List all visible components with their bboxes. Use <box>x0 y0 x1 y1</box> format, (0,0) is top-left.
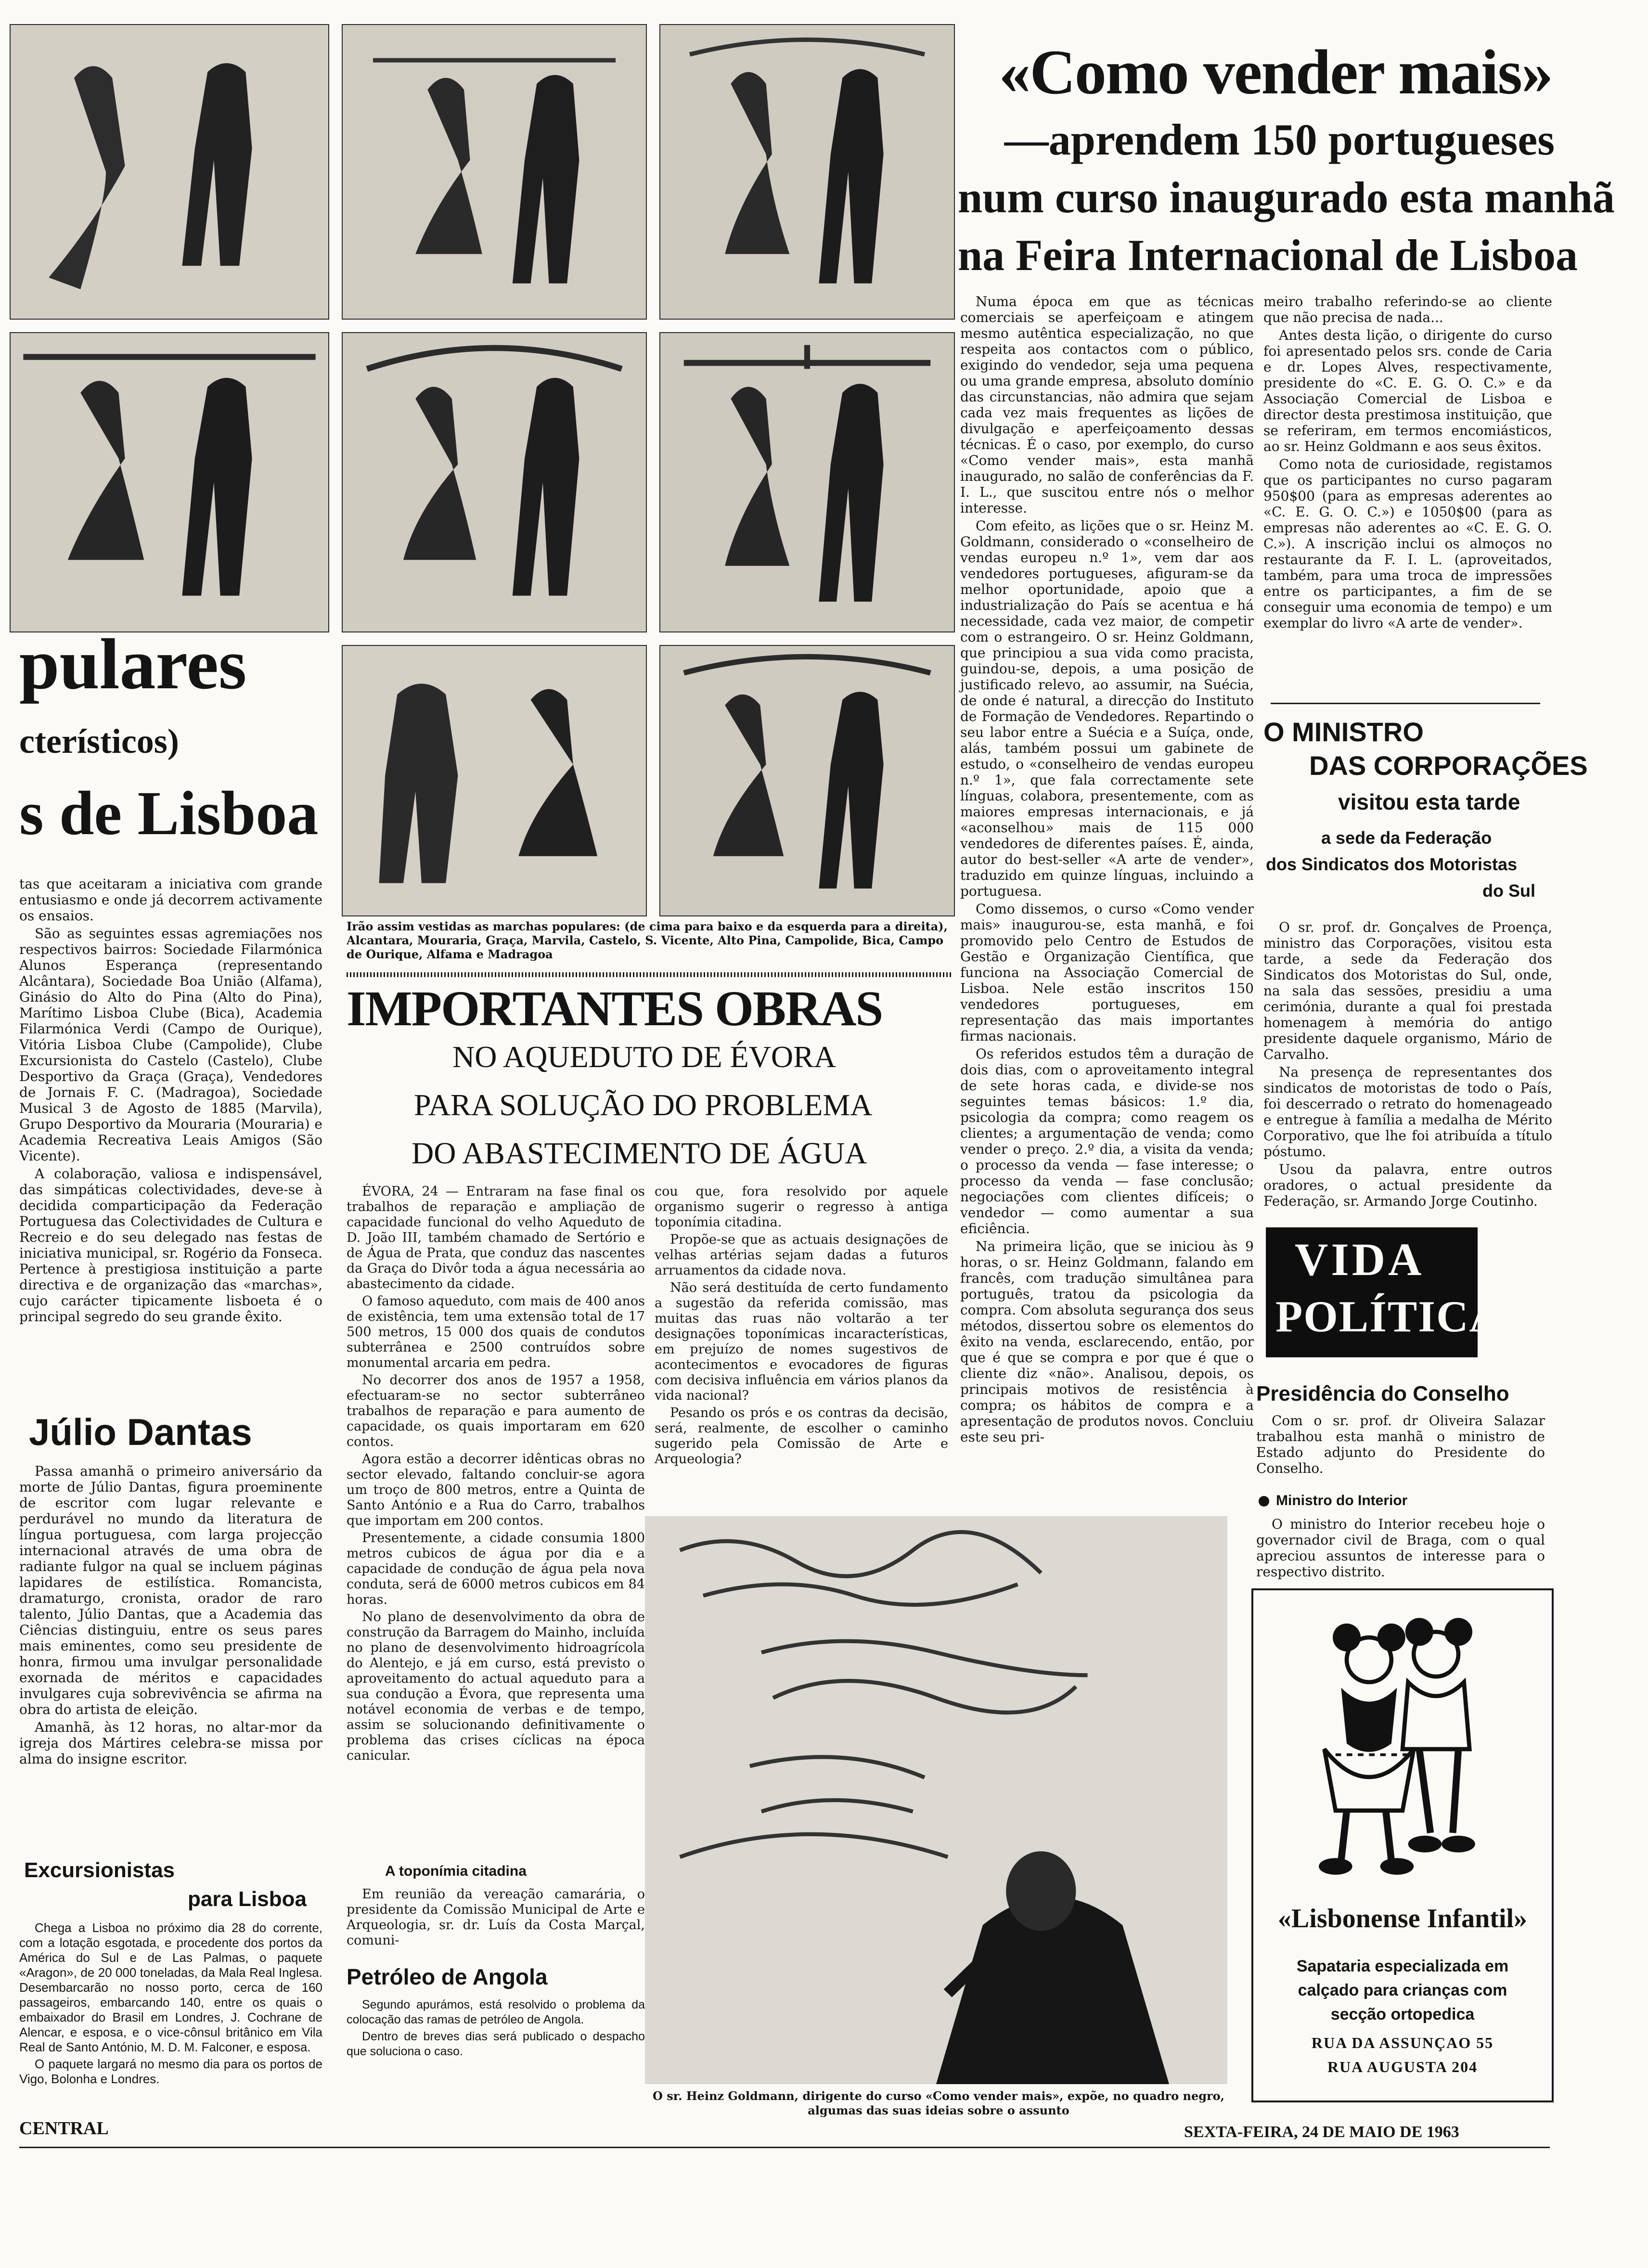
paragraph: Numa época em que as técnicas comerciais se aperfeiçoam e atingem mesmo autêntica especialização, no que respeita aos contactos com o público, exigindo do vendedor, seja uma pequena ou uma grande empresa, absoluto domínio das circunstancias, não admira que sejam cada vez mais frequentes as lições de divulgação e aperfeiçoamento dessas técnicas. É o caso, por exemplo, do curso «Como vender mais», esta manhã inaugurado, no salão de conferências da F. I. L., que suscitou entre nós o melhor interesse. <box>960 294 1254 516</box>
vender-article-col1 <box>960 294 1254 1447</box>
ad-line-5: RUA AUGUSTA 204 <box>1327 2058 1478 2075</box>
costume-plate-drawing <box>343 646 646 915</box>
vender-article-col2 <box>1263 294 1552 633</box>
ministro-head-1: O MINISTRO <box>1263 717 1424 747</box>
paragraph: São as seguintes essas agremiações nos respectivos bairros: Sociedade Filarmónica Alunos Esperança (representando Alcântara), Sociedade Boa União (Alfama), Ginásio do Alto do Pina (Alto do Pina), Marítimo Lisboa Clube (Bica), Academia Filarmónica Verdi (Campo de Ourique), Vitória Lisboa Clube (Campolide), Clube Excursionista do Castelo (Castelo), Clube Desportivo da Graça (Graça), Vendedores de Jornais F. C. (Madragoa), Sociedade Musical 3 de Agosto de 1885 (Marvila), Grupo Desportivo da Mouraria (Mouraria) e Academia Recreativa Leais Amigos (São Vicente). <box>19 926 322 1164</box>
excursion-head-1: Excursionistas <box>24 1858 175 1882</box>
paragraph: Usou da palavra, entre outros oradores, o actual presidente da Federação, sr. Armando Jorge Coutinho. <box>1263 1161 1552 1209</box>
excursion-article <box>19 1920 322 2088</box>
costume-plate <box>659 332 955 632</box>
marchas-article <box>19 876 322 1327</box>
marchas-head-2: cterísticos) <box>19 722 179 760</box>
costume-plate-drawing <box>11 333 328 631</box>
obras-head-3: PARA SOLUÇÃO DO PROBLEMA <box>414 1088 873 1122</box>
ad-line-3: secção ortopedica <box>1330 2005 1475 2023</box>
obras-head-2: NO AQUEDUTO DE ÉVORA <box>452 1040 836 1074</box>
ad-line-4: RUA DA ASSUNÇAO 55 <box>1311 2034 1494 2051</box>
paragraph: Como dissemos, o curso «Como vender mais» inaugurou-se, esta manhã, e foi promovido pelo Centro de Estudos de Gestão e Organização Científica, que funciona na Associação Comercial de Lisboa. Nele estão inscritos 150 vendedores portugueses, em representação das mais importantes firmas nacionais. <box>960 901 1254 1044</box>
ministro-head-4: a sede da Federação <box>1321 828 1492 848</box>
vender-end-rule <box>1271 703 1540 704</box>
petroleo-article <box>347 1997 645 2061</box>
footer-rule <box>19 2147 1550 2148</box>
ministro-head-2: DAS CORPORAÇÕES <box>1309 750 1588 781</box>
obras-article-col1 <box>347 1184 645 1765</box>
paragraph: tas que aceitaram a iniciativa com grande entusiasmo e onde já decorrem activamente os ensaios. <box>19 876 322 924</box>
marchas-head-1: pulares <box>19 624 247 704</box>
ad-brand: «Lisbonense Infantil» <box>1277 1904 1528 1933</box>
dantas-title: Júlio Dantas <box>29 1411 252 1453</box>
caption-divider <box>347 972 953 977</box>
paragraph: Antes desta lição, o dirigente do curso foi apresentado pelos srs. conde de Caria e dr. Lopes Alves, respectivamente, presidente do «C. E. G. O. C.» e da Associação Comercial de Lisboa e director desta prestimosa instituição, que se referiram, em termos encomiásticos, ao sr. Heinz Goldmann e aos seus êxitos. <box>1263 327 1552 454</box>
costume-plate <box>659 24 955 320</box>
costume-plate-drawing <box>11 25 328 319</box>
obras-article-col2 <box>655 1184 948 1469</box>
paragraph: Presentemente, a cidade consumia 1800 metros cubicos de água por dia e a capacidade de condução de água pela nova conduta, será de 6000 metros cubicos em 84 horas. <box>347 1531 645 1607</box>
paragraph: Amanhã, às 12 horas, no altar-mor da igreja dos Mártires celebra-se missa por alma do insigne escritor. <box>19 1719 322 1767</box>
paragraph: Segundo apurámos, está resolvido o problema da colocação das ramas de petróleo de Angola. <box>347 1998 645 2026</box>
interior-title <box>1259 1492 1407 1509</box>
costume-plate <box>342 24 647 320</box>
paragraph: Como nota de curiosidade, registamos que os participantes no curso pagaram 950$00 (para as empresas aderentes ao «C. E. G. O. C.») e 1050$00 (para as empresas não aderentes ao «C. E. G. O. C.»). A inscrição inclui os almoços no restaurante da F. I. L. (aproveitados, também, para uma troca de impressões entre os participantes, a fim de se conseguir uma economia de tempo) e um exemplar do livro «A arte de vender». <box>1263 456 1552 631</box>
footer-section: CENTRAL <box>19 2118 109 2139</box>
goldmann-caption: O sr. Heinz Goldmann, dirigente do curso «Como vender mais», expõe, no quadro negro, algumas das suas ideias sobre o assunto <box>652 2089 1225 2117</box>
presidencia-title: Presidência do Conselho <box>1256 1382 1509 1405</box>
headline-feira: na Feira Internacional de Lisboa <box>958 231 1578 280</box>
vida-politica-line1: VIDA <box>1295 1234 1425 1285</box>
paragraph: O famoso aqueduto, com mais de 400 anos de existência, tem uma extensão total de 17 500 metros, 15 000 dos quais de condutos subterrânea e 2500 contruídos sobre monumental arcaria em pedra. <box>347 1294 645 1370</box>
marchas-head-3: s de Lisboa <box>19 779 319 848</box>
ministro-head-3: visitou esta tarde <box>1338 789 1520 814</box>
footer-date: SEXTA-FEIRA, 24 DE MAIO DE 1963 <box>1184 2123 1459 2141</box>
excursion-head-2: para Lisboa <box>188 1887 307 1911</box>
plates-caption: Irão assim vestidas as marchas populares: (de cima para baixo e da esquerda para a direita), Alcantara, Mouraria, Graça, Marvila, Castelo, S. Vicente, Alto Pina, Campolide, Bica, Campo de Ourique, Alfama e Madragoa <box>347 919 948 961</box>
costume-plate-drawing <box>343 25 646 319</box>
interior-title-text: Ministro do Interior <box>1276 1493 1408 1508</box>
vida-politica-box <box>1266 1227 1502 1357</box>
paragraph: ÉVORA, 24 — Entraram na fase final os trabalhos de reparação e ampliação de capacidade funcional do velho Aqueduto de D. João III, também chamado de Sertório e de Água de Prata, que conduz das nascentes da Graça do Divôr toda a água necessária ao abastecimento da cidade. <box>347 1184 645 1291</box>
costume-plate <box>659 645 955 916</box>
paragraph: Propõe-se que as actuais designações de velhas artérias sejam dadas a futuros arruamentos da cidade nova. <box>655 1232 948 1278</box>
paragraph: Na presença de representantes dos sindicatos de motoristas de todo o País, foi descerrado o retrato do homenageado e entregue à família a medalha de Mérito Corporativo, que lhe foi atribuída a título póstumo. <box>1263 1064 1552 1160</box>
paragraph: Passa amanhã o primeiro aniversário da morte de Júlio Dantas, figura proeminente de escritor com lugar relevante e perdurável no mundo da literatura de língua portuguesa, com larga projecção internacional através de uma obra de radiante fulgor na qual se incluem páginas lapidares de estilística. Romancista, dramaturgo, cronista, orador de raro talento, Júlio Dantas, que a Academia das Ciências distinguiu, entre os seus pares mais eminentes, como seu presidente de honra, firmou uma invulgar personalidade exornada de méritos e capacidades invulgares cuja sobrevivência se afirma na obra do artista de eleição. <box>19 1463 322 1717</box>
goldmann-photo <box>645 1516 1227 2084</box>
presidencia-article <box>1256 1413 1545 1478</box>
interior-article <box>1256 1516 1545 1582</box>
paragraph: No decorrer dos anos de 1957 a 1958, efectuaram-se no sector subterrâneo trabalhos de reparação e para aumento de capacidade, os quais importaram em 620 contos. <box>347 1373 645 1449</box>
paragraph: Dentro de breves dias será publicado o despacho que soluciona o caso. <box>347 2030 645 2058</box>
costume-plate <box>10 24 329 320</box>
paragraph: A colaboração, valiosa e indispensável, das simpáticas colectividades, deve-se à decidida comparticipação da Federação Portuguesa das Colectividades de Cultura e Recreio e do seu delegado nas festas de iniciativa municipal, sr. Rogério da Fonseca. Pertence à prestigiosa instituição a parte directiva e de organização das «marchas», cujo carácter tipicamente lisboeta é o principal segredo do seu grande êxito. <box>19 1166 322 1325</box>
costume-plate-drawing <box>660 333 954 631</box>
paragraph: No plano de desenvolvimento da obra de construção da Barragem do Mainho, incluída no plano de desenvolvimento hidroagrícola do Alentejo, e já em curso, está previsto o aproveitamento do actual aqueduto para a sua condução a Évora, que representa uma notável economia de verbas e de tempo, assim se solucionando definitivamente o problema das crises cíclicas na época canicular. <box>347 1610 645 1763</box>
paragraph: Com efeito, as lições que o sr. Heinz M. Goldmann, considerado o «conselheiro de vendas europeu n.º 1», vem dar aos vendedores portugueses, afiguram-se da melhor oportunidade, apoio que a industrialização do País se acentua e há necessidade, cada vez maior, de competir com o estrangeiro. O sr. Heinz Goldmann, que principiou a sua vida como pracista, guindou-se, depois, a uma posição de justificado relevo, ao assumir, na Suécia, de onde é natural, a direcção do Instituto de Formação de Vendedores. Repartindo o seu labor entre a Suécia e a Suíça, onde, alás, também possui um gabinete de estudo, o «conselheiro de vendas europeu n.º 1», que fala correctamente sete línguas, colabora, presentemente, com as maiores empresas internacionais, e já «aconselhou» mais de 115 000 vendedores de diferentes países. É, ainda, autor do best-seller «A arte de vender», traduzido em quinze línguas, incluindo a portuguesa. <box>960 518 1254 899</box>
vida-politica-line2: POLÍTICA <box>1275 1292 1502 1341</box>
paragraph: Com o sr. prof. dr Oliveira Salazar trabalhou esta manhã o ministro de Estado adjunto do Presidente do Conselho. <box>1256 1413 1545 1476</box>
toponimia-article <box>347 1887 645 1950</box>
paragraph: cou que, fora resolvido por aquele organismo sugerir o regresso à antiga toponímia citadina. <box>655 1184 948 1230</box>
lisbonense-ad <box>1251 1588 1554 2102</box>
paragraph: O paquete largará no mesmo dia para os portos de Vigo, Bolonha e Londres. <box>19 2057 322 2086</box>
ministro-head-6: do Sul <box>1482 881 1535 901</box>
costume-plate-drawing <box>660 646 954 915</box>
paragraph: Chega a Lisboa no próximo dia 28 do corrente, com a lotação esgotada, e procedente dos portos da América do Sul e de Las Palmas, o paquete «Aragon», de 20 000 toneladas, da Mala Real Inglesa. Desembarcarão no nosso porto, cerca de 160 passageiros, embarcando 140, entre os quais o embaixador do Brasil em Londres, J. Cochrane de Alencar, e esposa, e o vice-cônsul britânico em Vila Real de Santo António, M. D. M. Falconer, e esposa. <box>19 1920 322 2054</box>
costume-plate <box>342 332 647 632</box>
costume-plate-drawing <box>343 333 646 631</box>
obras-head-1: IMPORTANTES OBRAS <box>347 981 883 1036</box>
bullet-icon <box>1259 1496 1269 1507</box>
headline-aprendem: —aprendem 150 portugueses <box>1004 115 1555 164</box>
costume-plate <box>342 645 647 916</box>
paragraph: Na primeira lição, que se iniciou às 9 horas, o sr. Heinz Goldmann, falando em francês, com tradução simultânea para português, tratou da psicologia da compra. Com absoluta segurança dos seus métodos, dissertou sobre os elementos do êxito na venda, esclarecendo, então, por que é que se compra e por que é que o cliente diz «não». Analisou, depois, os principais motivos de resistência à compra; os hábitos de compra e a apresentação de produtos novos. Concluiu este seu pri- <box>960 1238 1254 1445</box>
headline-curso: num curso inaugurado esta manhã <box>958 173 1615 222</box>
costume-plate-drawing <box>660 25 954 319</box>
blackboard-drawing <box>645 1516 1227 2084</box>
toponimia-title: A toponímia citadina <box>385 1863 527 1879</box>
paragraph: Não será destituída de certo fundamento a sugestão da referida comissão, mas muitas das ruas não voltarão a ter designações toponímicas incaracterísticas, em prejuízo de nomes sugestivos de acontecimentos e evocadores de figuras com decisiva influência em vários planos da vida nacional? <box>655 1280 948 1403</box>
paragraph: O sr. prof. dr. Gonçalves de Proença, ministro das Corporações, visitou esta tarde, a sede da Federação dos Sindicatos dos Motoristas do Sul, onde, na sala das sessões, presidiu a uma cerimónia, durante a qual foi prestada homenagem à memória do antigo presidente daquele organismo, Mário de Carvalho. <box>1263 919 1552 1062</box>
paragraph: Pesando os prós e os contras da decisão, será, realmente, de escolher o caminho sugerido pela Comissão de Arte e Arqueologia? <box>655 1405 948 1467</box>
paragraph: Os referidos estudos têm a duração de dois dias, com o aproveitamento integral de sete horas cada, e divide-se nos seguintes temas básicos: 1.º dia, psicologia da compra; como reagem os clientes; a argumentação de venda; como vender o preço. 2.º dia, a visita da venda; o processo da venda — fase interesse; o processo da venda — fase conclusão; negociações com clientes difíceis; o vendedor — como aumentar a sua eficiência. <box>960 1046 1254 1237</box>
mice-illustration <box>1263 1600 1542 1898</box>
petroleo-title: Petróleo de Angola <box>347 1964 548 1989</box>
paragraph: O ministro do Interior recebeu hoje o governador civil de Braga, com o qual apreciou assuntos de interesse para o respectivo distrito. <box>1256 1516 1545 1580</box>
paragraph: Agora estão a decorrer idênticas obras no sector elevado, faltando concluir-se agora um troço de 800 metros, entre a Quinta de Santo António e a Rua do Carro, trabalhos que importam em 200 contos. <box>347 1452 645 1528</box>
ad-line-2: calçado para crianças com <box>1298 1981 1507 1999</box>
headline-como-vender: «Como vender mais» <box>999 37 1552 107</box>
paragraph: meiro trabalho referindo-se ao cliente que não precisa de nada... <box>1263 294 1552 325</box>
dantas-article <box>19 1463 322 1769</box>
paragraph: Em reunião da vereação camarária, o presidente da Comissão Municipal de Arte e Arqueologia, sr. dr. Luís da Costa Marçal, comuni- <box>347 1887 645 1948</box>
ad-line-1: Sapataria especializada em <box>1296 1957 1509 1975</box>
ministro-article <box>1263 919 1552 1211</box>
ministro-head-5: dos Sindicatos dos Motoristas <box>1266 854 1518 874</box>
obras-head-4: DO ABASTECIMENTO DE ÁGUA <box>412 1136 867 1170</box>
costume-plate <box>10 332 329 632</box>
